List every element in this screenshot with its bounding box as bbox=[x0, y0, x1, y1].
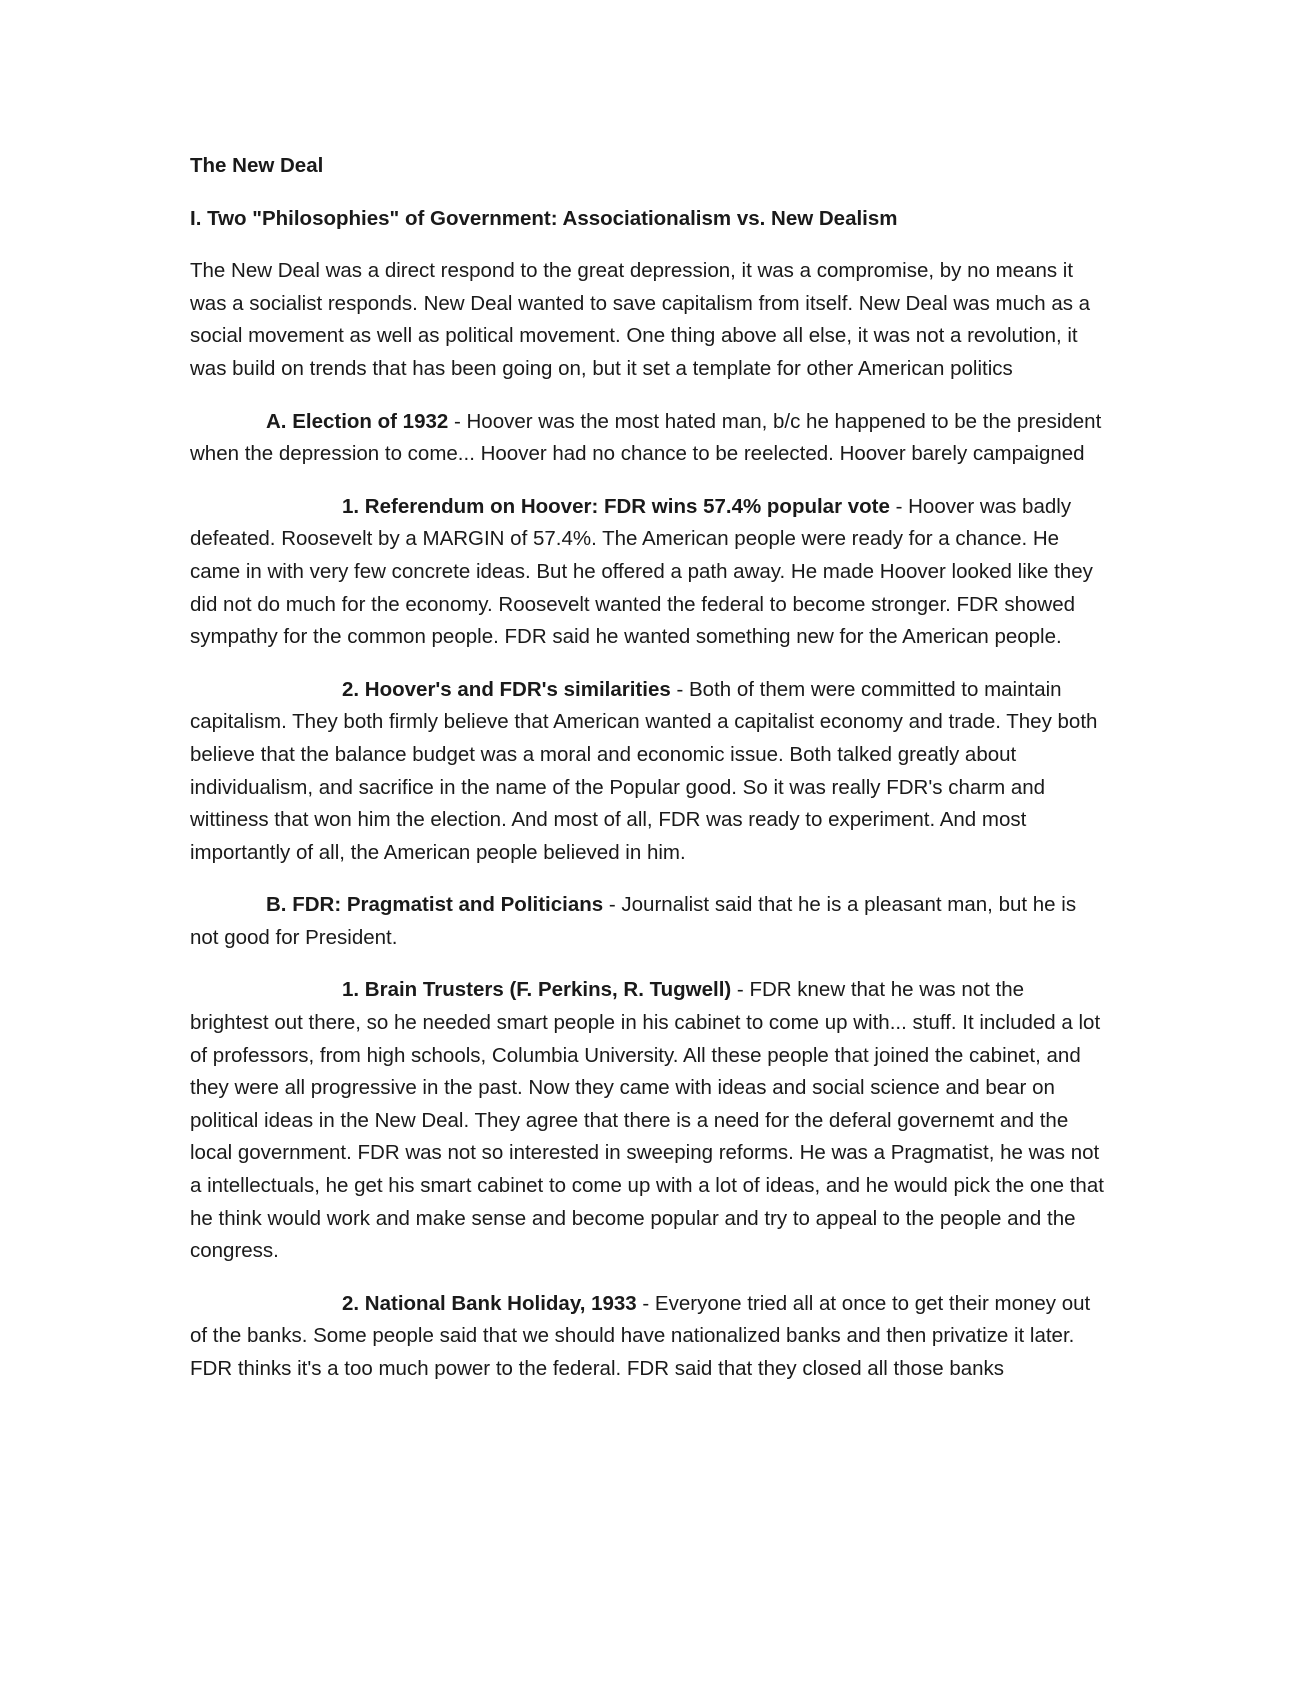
paragraph-heading: B. FDR: Pragmatist and Politicians bbox=[266, 893, 604, 917]
paragraph-national-bank-holiday bbox=[190, 1288, 1108, 1386]
paragraph-heading: 1. Brain Trusters (F. Perkins, R. Tugwell) bbox=[342, 978, 732, 1002]
paragraph-text: - Hoover was the most hated man, b/c he happened to be the president when the depression to come... Hoover had no chance to be reelected. Hoover barely campaigned bbox=[190, 409, 1102, 466]
document-title: The New Deal bbox=[190, 154, 324, 177]
paragraph-heading: 2. National Bank Holiday, 1933 bbox=[342, 1291, 637, 1315]
paragraph-heading: A. Election of 1932 bbox=[266, 409, 449, 433]
paragraph-heading: 2. Hoover's and FDR's similarities bbox=[342, 677, 671, 701]
paragraph-fdr-pragmatist bbox=[190, 889, 1108, 954]
intro-paragraph: The New Deal was a direct respond to the great depression, it was a compromise, by no means it was a socialist responds. New Deal wanted to save capitalism from itself. New Deal was much as a social movement as well as political movement. One thing above all else, it was not a revolution, it was build on trends that has been going on, but it set a template for other American politics bbox=[190, 259, 1091, 380]
paragraph-hoover-fdr-similarities bbox=[190, 674, 1108, 870]
paragraph-text: - FDR knew that he was not the brightest out there, so he needed smart people in his cabinet to come up with... stuff. It included a lot of professors, from high schools, Columbia University. All these people that joined the cabinet, and they were all progressive in the past. Now they came with ideas and social science and bear on political ideas in the New Deal. They agree that there is a need for the deferal governemt and the local government. FDR was not so interested in sweeping reforms. He was a Pragmatist, he was not a intellectuals, he get his smart cabinet to come up with a lot of ideas, and he would pick the one that he think would work and make sense and become popular and try to appeal to the people and the congress. bbox=[190, 978, 1104, 1263]
document-page bbox=[190, 150, 1108, 1406]
paragraph-heading: 1. Referendum on Hoover: FDR wins 57.4% popular vote bbox=[342, 494, 890, 518]
paragraph-text: - Both of them were committed to maintain capitalism. They both firmly believe that American wanted a capitalist economy and trade. They both believe that the balance budget was a moral and economic issue. Both talked greatly about individualism, and sacrifice in the name of the Popular good. So it was really FDR's charm and wittiness that won him the election. And most of all, FDR was ready to experiment. And most importantly of all, the American people believed in him. bbox=[190, 677, 1098, 864]
paragraph-election-1932 bbox=[190, 406, 1108, 471]
section-heading: I. Two "Philosophies" of Government: Associationalism vs. New Dealism bbox=[190, 206, 898, 230]
paragraph-text: - Journalist said that he is a pleasant man, but he is not good for President. bbox=[190, 893, 1077, 949]
paragraph-text: - Hoover was badly defeated. Roosevelt by a MARGIN of 57.4%. The American people were ready for a chance. He came in with very few concrete ideas. But he offered a path away. He made Hoover looked like they did not do much for the economy. Roosevelt wanted the federal to become stronger. FDR showed sympathy for the common people. FDR said he wanted something new for the American people. bbox=[190, 494, 1093, 649]
paragraph-referendum-on-hoover bbox=[190, 491, 1108, 654]
paragraph-brain-trusters bbox=[190, 974, 1108, 1267]
paragraph-text: - Everyone tried all at once to get their money out of the banks. Some people said that we should have nationalized banks and then privatize it later. FDR thinks it's a too much power to the federal. FDR said that they closed all those banks bbox=[190, 1291, 1091, 1380]
